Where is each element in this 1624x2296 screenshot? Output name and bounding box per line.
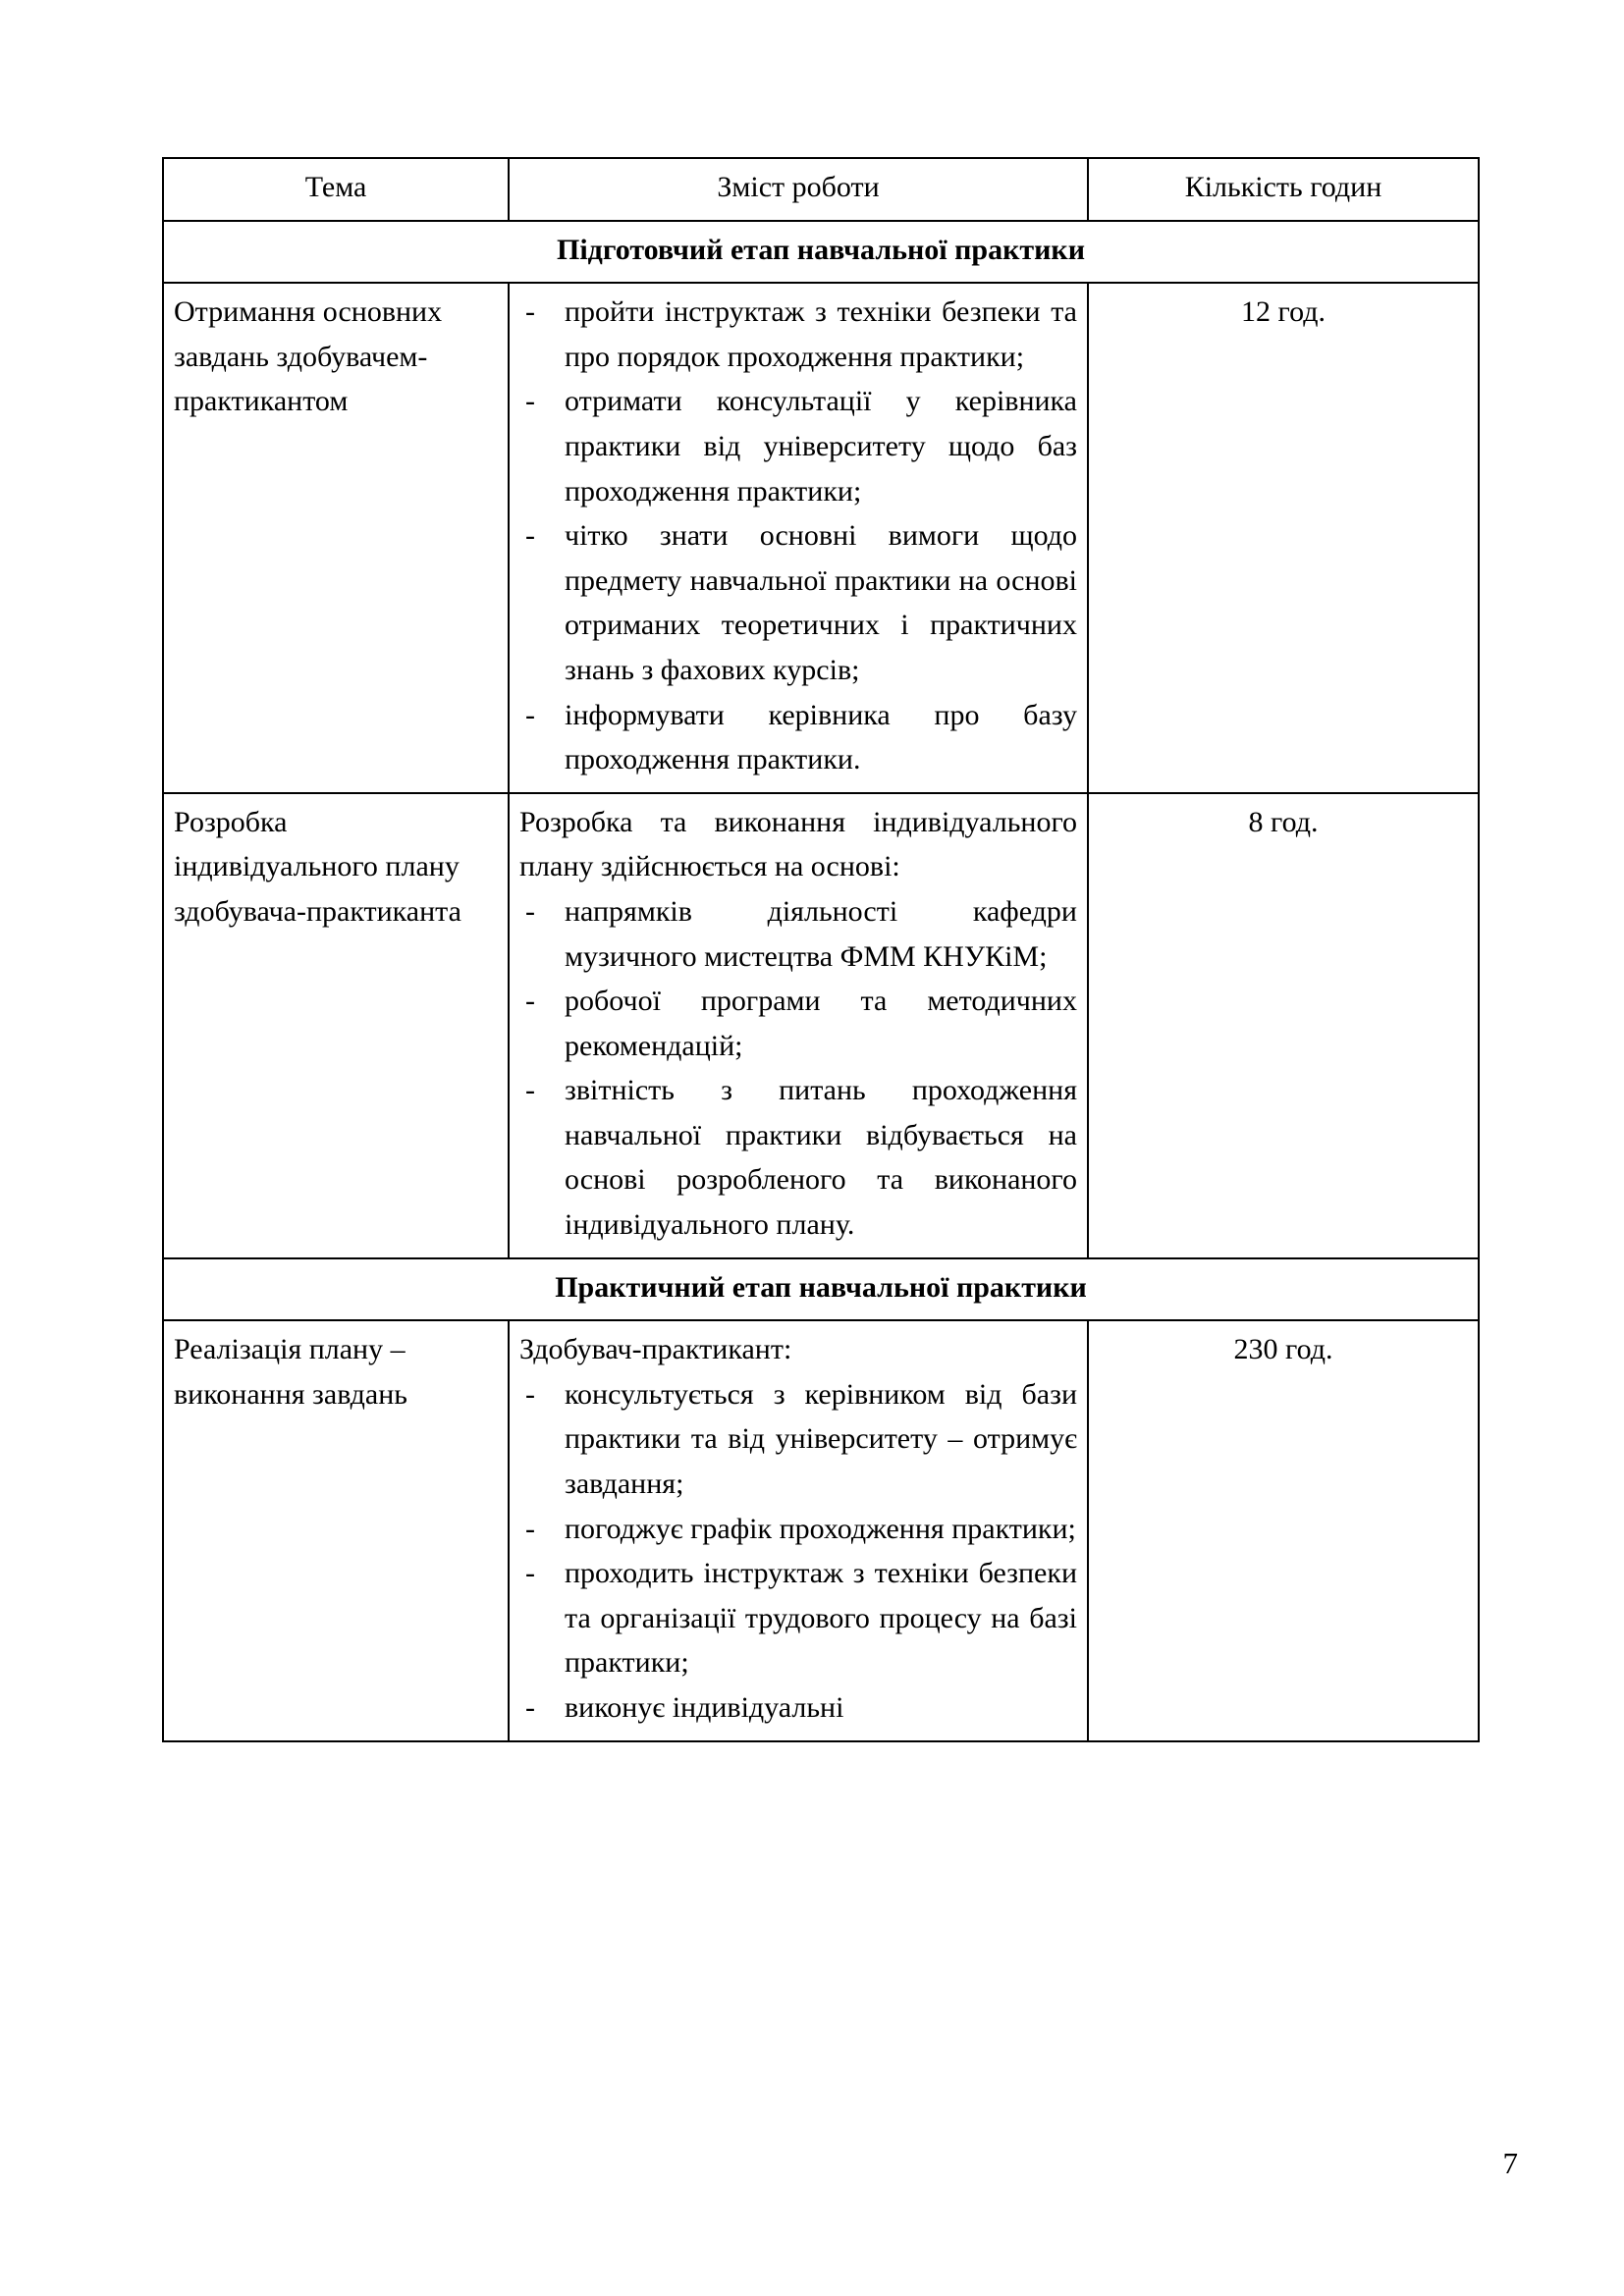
table-row [163,283,1479,793]
list-item: - чітко знати основні вимоги щодо предмету навчальної практики на основі отриманих теоретичних і практичних знань з фахових курсів; [519,513,1077,692]
table-header-row [163,158,1479,221]
list-item: - отримати консультації у керівника практики від університету щодо баз проходження практики; [519,379,1077,513]
column-header-content: Зміст роботи [509,158,1088,221]
row-content [509,793,1088,1258]
column-header-theme: Тема [163,158,509,221]
table-row [163,793,1479,1258]
list-item: - робочої програми та методичних рекомендацій; [519,979,1077,1068]
list-item: - звітність з питань проходження навчальної практики відбувається на основі розробленого та виконаного індивідуального плану. [519,1068,1077,1247]
row-content [509,1320,1088,1740]
content-lead-paragraph: Здобувач-практикант: [519,1333,792,1366]
list-item: - напрямків діяльності кафедри музичного мистецтва ФММ КНУКіМ; [519,889,1077,979]
table-row [163,1320,1479,1740]
row-hours: 12 год. [1088,283,1479,793]
practice-schedule-table [162,157,1480,1742]
row-hours: 8 год. [1088,793,1479,1258]
section-header-row [163,221,1479,284]
row-theme: Отримання основних завдань здобувачем-практикантом [163,283,509,793]
content-list [519,889,1077,1248]
list-item: - консультується з керівником від бази практики та від університету – отримує завдання; [519,1372,1077,1507]
list-item: - проходить інструктаж з техніки безпеки та організації трудового процесу на базі практики; [519,1551,1077,1685]
section-header-row [163,1258,1479,1321]
row-theme: Розробка індивідуального плану здобувача-практиканта [163,793,509,1258]
content-list [519,290,1077,782]
content-list [519,1372,1077,1731]
page-number: 7 [1502,2146,1518,2180]
list-item: - інформувати керівника про базу проходження практики. [519,693,1077,782]
column-header-hours: Кількість годин [1088,158,1479,221]
content-lead-paragraph: Розробка та виконання індивідуального плану здійснюється на основі: [519,805,1077,883]
list-item: - погоджує графік проходження практики; [519,1507,1077,1552]
row-content [509,283,1088,793]
section-title-practical: Практичний етап навчальної практики [163,1258,1479,1321]
section-title-preparatory: Підготовчий етап навчальної практики [163,221,1479,284]
row-hours: 230 год. [1088,1320,1479,1740]
row-theme: Реалізація плану – виконання завдань [163,1320,509,1740]
list-item: - пройти інструктаж з техніки безпеки та про порядок проходження практики; [519,290,1077,379]
list-item: - виконує індивідуальні [519,1685,1077,1731]
